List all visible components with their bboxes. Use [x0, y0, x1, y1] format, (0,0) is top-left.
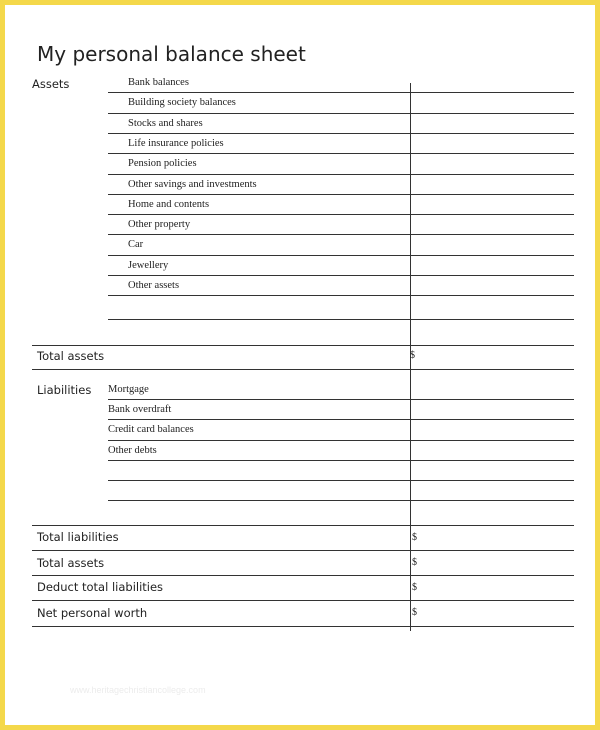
asset-item-other-property: Other property: [128, 219, 191, 230]
asset-item-bank-balances: Bank balances: [128, 77, 189, 88]
asset-item-home: Home and contents: [128, 199, 210, 210]
asset-item-pension: Pension policies: [128, 158, 197, 169]
section-line: [32, 369, 574, 370]
asset-item-life-insurance: Life insurance policies: [128, 138, 224, 149]
summary-deduct-liabilities-label: Deduct total liabilities: [37, 580, 164, 594]
row-line: [108, 295, 574, 296]
assets-label: Assets: [32, 77, 70, 91]
row-line: [108, 480, 574, 481]
liability-item-bank-overdraft: Bank overdraft: [108, 404, 172, 415]
watermark: www.heritagechristiancollege.com: [70, 685, 206, 695]
row-line: [108, 255, 574, 256]
asset-item-jewellery: Jewellery: [128, 260, 169, 271]
row-line: [108, 214, 574, 215]
row-line: [108, 460, 574, 461]
total-assets-value: $: [410, 350, 415, 361]
section-line: [32, 525, 574, 526]
row-line: [108, 133, 574, 134]
row-line: [108, 113, 574, 114]
liabilities-label: Liabilities: [37, 383, 92, 397]
liability-item-mortgage: Mortgage: [108, 384, 149, 395]
section-line: [32, 600, 574, 601]
row-line: [108, 275, 574, 276]
row-line: [108, 234, 574, 235]
net-worth-value: $: [412, 607, 417, 618]
liability-item-credit-card: Credit card balances: [108, 424, 194, 435]
asset-item-car: Car: [128, 239, 144, 250]
row-line: [108, 419, 574, 420]
summary-deduct-liabilities-value: $: [412, 582, 417, 593]
total-liabilities-value: $: [412, 532, 417, 543]
section-line: [32, 550, 574, 551]
total-liabilities-label: Total liabilities: [37, 530, 119, 544]
liability-item-other-debts: Other debts: [108, 445, 157, 456]
balance-sheet-page: [5, 5, 595, 725]
section-line: [32, 345, 574, 346]
asset-item-other-savings: Other savings and investments: [128, 179, 257, 190]
section-line: [32, 626, 574, 627]
row-line: [108, 194, 574, 195]
asset-item-stocks: Stocks and shares: [128, 118, 203, 129]
net-worth-label: Net personal worth: [37, 606, 148, 620]
row-line: [108, 500, 574, 501]
total-assets-label: Total assets: [37, 349, 105, 363]
asset-item-building-society: Building society balances: [128, 97, 236, 108]
page-title: My personal balance sheet: [37, 42, 306, 66]
summary-total-assets-value: $: [412, 557, 417, 568]
section-line: [32, 575, 574, 576]
summary-total-assets-label: Total assets: [37, 556, 105, 570]
row-line: [108, 153, 574, 154]
row-line: [108, 440, 574, 441]
asset-item-other-assets: Other assets: [128, 280, 180, 291]
row-line: [108, 92, 574, 93]
row-line: [108, 174, 574, 175]
row-line: [108, 319, 574, 320]
row-line: [108, 399, 574, 400]
